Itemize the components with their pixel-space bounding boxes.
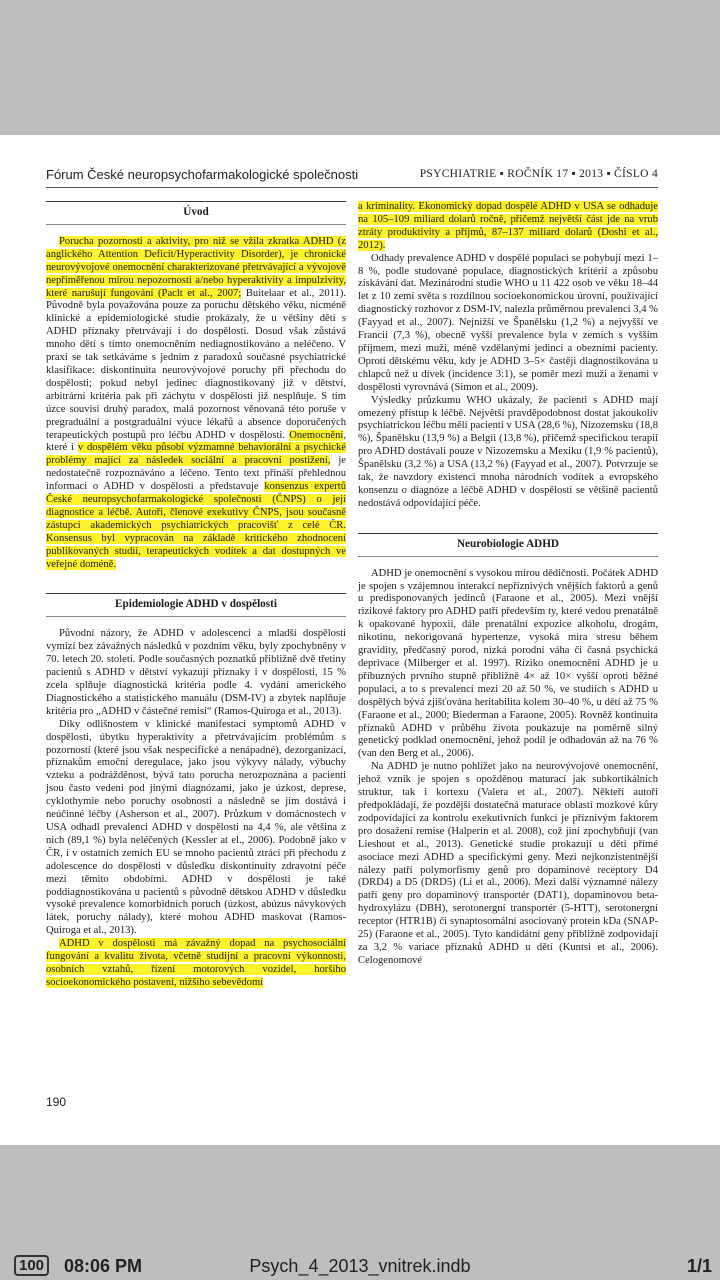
paragraph-epi-1: Původní názory, že ADHD v adolescenci a mladší dospělosti vymizí bez závažných následků v pozdním věku, byly zpochybněny v 70. letech 20. století. Podle současných poznatků přibližně dvě třetiny pacientů s ADHD v dětství vykazují příznaky i v dospělosti, 15 % zcela splňuje diagnostická kritéria podle 4. vydání amerického Diagnostického a statistického manuálu (DSM-IV) a zbytek naplňuje kritéria pro „ADHD v částečné remisi“ (Ramos-Quiroga et al., 2013). [46, 628, 346, 717]
page-number: 190 [46, 1095, 67, 1109]
clock: 08:06 PM [64, 1256, 143, 1276]
battery-icon: 100 [14, 1255, 49, 1276]
file-name: Psych_4_2013_vnitrek.indb [249, 1256, 471, 1276]
highlighted-text: v dospělém věku působí výzmamné behaviorální a psychické problémy mající za následek sociální a pracovní postižení, [46, 442, 346, 467]
highlighted-text: Porucha pozornosti a aktivity, pro niž se vžila zkratka ADHD (z anglického Attention Deficit/Hyperactivity Disorder), je chronické neurovývojové onemocnění charakterizované přetrvávající a vývojově nepřiměřenou mírou nepozornosti a/nebo hyperaktivity a impulzivity, které narušují fungování (Paclt et al., 2007; [46, 235, 346, 299]
column-left [46, 201, 346, 990]
section-heading-neurobiologie: Neurobiologie ADHD [358, 533, 658, 557]
paragraph-epi-3 [46, 938, 346, 990]
body-text: , které i [46, 429, 346, 454]
highlighted-text: Onemocnění [289, 429, 344, 441]
highlighted-text: konsenzus expertů České neuropsychofarmakologické společnosti (ČNPS) o její diagnostice a léčbě. Autoři, členové exekutivy ČNPS, jsou současně zástupci akademických psychiatrických pracovišť z celé ČR. Konsensus byl vypracován na základě kritického zhodnocení publikovaných studií, terapeutických vodítek a dat dostupných ve veřejné doméně. [46, 481, 346, 570]
running-header-issue: PSYCHIATRIE ▪ ROČNÍK 17 ▪ 2013 ▪ ČÍSLO 4 [419, 168, 658, 180]
paragraph-epi-2: Díky odlišnostem v klinické manifestaci symptomů ADHD v dospělosti, úbytku hyperaktivity a přetrvávajícím problémům s pozorností (které jsou však nespecifické a nenápadné), dezorganizací, příznakům emoční deregulace, jako jsou výkyvy nálady, výbuchy vzteku a podrážděnost, bývá tato porucha nerozpoznána a pacienti jsou často vedeni pod jinými diagnózami, jako je úzkost, deprese, cyklothymie nebo poruchy osobnosti a následně se jim dostává i neúčinné léčby (Asherson et al., 2007). Průzkum v domácnostech v USA odhadl prevalenci ADHD v dospělosti na 4,4 %, ale většina z nich (89,1 %) byla neléčených (Kessler at el., 2006). Podobně jako v ČR, i v ostatních zemích EU se mnoho pacientů ztrácí při přechodu z adolescence do dospělosti v důsledku diskontinuity zdravotní péče mezi těmito obdobími. ADHD v dospělosti je také poddiagnostikována u pacientů s původně dětskou ADHD v důsledku vysoké prevalence komorbidních poruch (úzkost, abúzus návykových látek, poruchy nálady), které mohou ADHD maskovat (Ramos-Quiroga et al., 2013). [46, 718, 346, 937]
body-text: je nedostatečně rozpoznáváno a léčeno. Tento text přináší přehlednou informaci o ADHD v dospělosti a představuje [46, 455, 346, 493]
section-heading-epidemiologie: Epidemiologie ADHD v dospělosti [46, 593, 346, 617]
running-header-journal: Fórum České neuropsychofarmakologické společnosti [46, 167, 359, 182]
highlighted-text: a kriminality. Ekonomický dopad dospělé ADHD v USA se odhaduje na 105–109 miliard dolarů ročně, přičemž největší část jde na vrub ztráty produktivity a příjmů, 87–137 miliard dolarů (Doshi et al., 2012). [358, 201, 658, 251]
paragraph-epi-4: Odhady prevalence ADHD v dospělé populaci se pohybují mezi 1–8 %, podle studované populace, diagnostických kritérií a způsobu získávání dat. Mezinárodní studie WHO u 11 422 osob ve věku 18–44 let z 10 zemí světa s rozdílnou socioekonomickou úrovní, používající diagnostický rozhovor z DSM-IV, nalezla průměrnou prevalenci 3,4 % (Fayyad et al., 2007). Nejnižší ve Španělsku (1,2 %) a nejvyšší ve Francii (7,3 %), obecně vyšší prevalence byla v zemích s vyšším příjmem, mezi muži, méně vzdělanými jedinci a obezními pacienty. Oproti dětskému věku, kdy je ADHD 3–5× častěji diagnostikována u chlapců než u dívek (incidence 3:1), se poměr mezi muži a ženami v dospělosti vyrovnává (Simon et al., 2009). [358, 252, 658, 393]
document-page [0, 135, 720, 1145]
paragraph-neuro-1: ADHD je onemocnění s vysokou mírou dědičnosti. Počátek ADHD je spojen s vzájemnou interakcí nepříznivých vnějších faktorů a genů u predisponovaných jedinců (Faraone et al., 2005). Mezi vnější rizikové faktory pro ADHD patří především ty, které vedou prenatálně k opakované hypoxii, dále prenatální expozice alkoholu, drogám, nikotinu, nekorigovaná hypertenze, vysoká míra stresu během gravidity, předčasný porod, nízká porodní váha či časná psychická deprivace (Milberger et al. 1997). Riziko onemocnění ADHD je u příbuzných prvního stupně přibližně 4× až 10× vyšší oproti běžné populaci, a to s prevalencí mezi 20 až 50 %, ve studiích s ADHD u dospělých bývá zjišťována heritabilita kolem 30–40 %, u dětí až 75 % (Faraone et al., 2000; Biederman a Faraone, 2005). Rovněž kontinuita příznaků ADHD v průběhu života poukazuje na poměrně silný genetický podklad onemocnění, jehož podíl je odhadován až na 76 % (van den Berg et al., 2006). [358, 567, 658, 760]
column-right [358, 201, 658, 968]
paragraph-neuro-2: Na ADHD je nutno pohlížet jako na neurovývojové onemocnění, jehož vznik je spojen s opožděnou maturací jak subkortikálních struktur, tak i kortexu (Valera et al., 2007). Někteří autoři předpokládají, že pozdější dostatečná maturace oblastí mozkové kůry zodpovídající za kontrolu exekutivních funkcí je příznivým faktorem pro dosažení remise (Halperin et al. 2008), což jiní zpochybňují (van Lieshout et al., 2013). Genetické studie prokazují u dětí přímé asociace mezi ADHD a specifickými geny. Mezi nejkonzistentnější nálezy patří polymorfismy genů pro dopaminové receptory D4 (DRD4) a D5 (DRD5) (Li et al., 2006). Mezi další významné nálezy patří geny pro dopaminový transportér (DAT1), dopaminovou beta-hydroxylázu (DBH), serotonergní transportér (5-HTT), serotonergní receptor (HTR1B) či synaptosomální asociovaný protein kDa (SNAP-25) (Faraone et al., 2005). Tyto kandidátní geny přibližně zodpovídají za 3,2 % variace příznaků ADHD u dětí (Kuntsi et al., 2006). Celogenomové [358, 761, 658, 966]
highlighted-text: ADHD v dospělosti má závažný dopad na psychosociální fungování a kvalitu života, včetně studijní a pracovní výkonnosti, osobních vztahů, řízení motorových vozidel, horšího socioekonomického postavení, nižšího sebevědomí [46, 938, 346, 988]
paragraph-uvod [46, 236, 346, 572]
page-indicator[interactable]: 1/1 [686, 1256, 712, 1276]
paragraph-epi-3-cont [358, 201, 658, 253]
header-rule [46, 187, 658, 188]
status-bar [0, 1252, 720, 1280]
section-heading-uvod: Úvod [46, 201, 346, 225]
body-text: Buitelaar et al., 2011). Původně byla považována pouze za poruchu dětského věku, nicméně klinické a epidemiologické studie prokázaly, že u většiny dětí s ADHD příznaky přetrvávají i do dospělosti. Dosud však zůstává mnoho dětí s tímto onemocněním nediagnostikováno a neléčeno. V praxi se tak setkáváme s jedním z paradoxů současné psychiatrické klasifikace: diskontinuita neurovývojové poruchy při přechodu do dospělosti; pokud nebyl jedinec diagnostikovaný již v dětství, arbitrární kritéria pak při záchytu v dospělosti již nesplňuje. S tím úzce souvisí druhý paradox, malá pozornost věnovaná této poruše v pregraduální a postgraduální výuce lékařů a absence doporučených terapeutických postupů pro léčbu ADHD v dospělosti. [46, 287, 347, 441]
paragraph-epi-5: Výsledky průzkumu WHO ukázaly, že pacienti s ADHD mají omezený přístup k léčbě. Největší pravděpodobnost dostat jakoukoliv psychiatrickou léčbu měli pacienti v USA (28,6 %), Nizozemsku (18,8 %), Španělsku (13,9 %) a Belgii (13,8 %), přičemž specifickou terapii pro ADHD dostávali pouze v Nizozemsku a Mexiku (1,9 % pacientů), Španělsku (3,2 %) a USA (13,2 %) (Fayyad et al., 2007). Potvrzuje se tak, že navzdory existenci mnoha národních vodítek a evropského konsenzu o diagnóze a léčbě ADHD v dospělosti se většině pacientů nedostává odpovídající péče. [358, 394, 658, 509]
